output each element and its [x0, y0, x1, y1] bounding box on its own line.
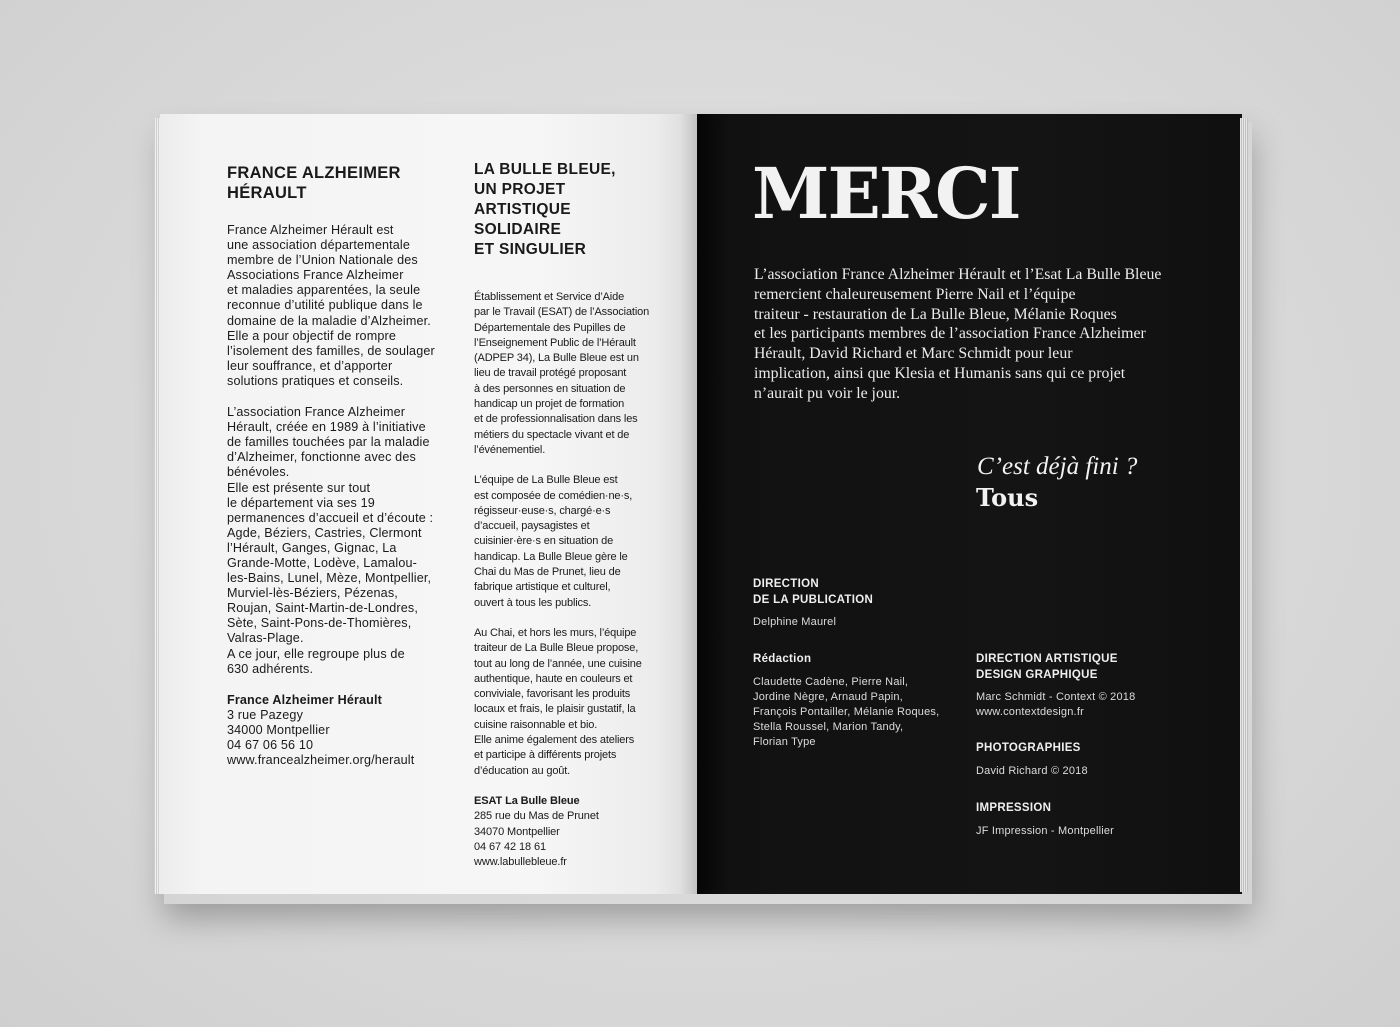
paragraph-team: L’équipe de La Bulle Bleue est est composée de comédien·ne·s, régisseur·euse·s, chargé·e·s d’accueil, paysagistes et cuisinier·ère·s en situation de handicap. La Bulle Bleue gère le Chai du Mas de Prunet, lieu de fabrique artistique et culturel, ouvert à tous les publics.	[474, 474, 633, 609]
closing-question: C’est déjà fini ?	[977, 453, 1138, 480]
credit-direction-heading: DIRECTION DE LA PUBLICATION	[753, 578, 874, 606]
credit-redaction-body: Claudette Cadène, Pierre Nail, Jordine Nègre, Arnaud Papin, François Pontailler, Mélanie Roques, Stella Roussel, Marion Tandy, Florian Type	[753, 675, 940, 748]
credit-print-heading: IMPRESSION	[976, 802, 1052, 814]
address-name: France Alzheimer Hérault	[227, 692, 383, 707]
credit-art-heading: DIRECTION ARTISTIQUE DESIGN GRAPHIQUE	[976, 653, 1118, 681]
credit-redaction-heading: Rédaction	[753, 653, 812, 665]
credit-impression	[976, 801, 1196, 839]
thanks-paragraph: L’association France Alzheimer Hérault et l’Esat La Bulle Bleue remercient chaleureusement Pierre Nail et l’équipe traiteur - restauration de La Bulle Bleue, Mélanie Roques et les participants membres de l’association France Alzheimer Hérault, David Richard et Marc Schmidt pour leur implication, ainsi que Klesia et Humanis sans qui ce projet n’aurait pu voir le jour.	[754, 266, 1162, 402]
paragraph-history-permanences: L’association France Alzheimer Hérault, créée en 1989 à l’initiative de familles touchées par la maladie d’Alzheimer, fonctionne avec des bénévoles. Elle est présente sur tout le département via ses 19 permanences d’accueil et d’écoute : Agde, Béziers, Castries, Clermont l’Hérault, Ganges, Gignac, La Grande-Motte, Lodève, Lamalou- les-Bains, Lunel, Mèze, Montpellier, Murviel-lès-Béziers, Pézenas, Roujan, Saint-Martin-de-Londres, Sète, Saint-Pons-de-Thomières, Valras-Plage. A ce jour, elle regroupe plus de 630 adhérents.	[227, 405, 434, 676]
address-lines: 3 rue Pazegy 34000 Montpellier 04 67 06 56 10 www.francealzheimer.org/herault	[227, 707, 415, 768]
esat-address-lines: 285 rue du Mas de Prunet 34070 Montpellier 04 67 42 18 61 www.labullebleue.fr	[474, 810, 599, 869]
paragraph-about-association: France Alzheimer Hérault est une association départementale membre de l’Union Nationale des Associations France Alzheimer et maladies apparentées, la seule reconnue d’utilité publique dans le domaine de la maladie d’Alzheimer. Elle a pour objectif de rompre l’isolement des familles, de soulager leur souffrance, et d’apporter solutions pratiques et conseils.	[227, 223, 435, 388]
closing-answer: Tous	[976, 483, 1039, 512]
credit-direction	[753, 577, 953, 630]
credit-photographies	[976, 741, 1196, 779]
credit-print-body: JF Impression - Montpellier	[976, 824, 1115, 837]
heading-france-alzheimer: FRANCE ALZHEIMER HÉRAULT	[227, 164, 401, 202]
credit-art-body: Marc Schmidt - Context © 2018 www.contextdesign.fr	[976, 691, 1136, 718]
credit-art-direction	[976, 652, 1196, 720]
paragraph-esat-description: Établissement et Service d’Aide par le Travail (ESAT) de l’Association Départementale des Pupilles de l’Enseignement Public de l’Hérault (ADPEP 34), La Bulle Bleue est un lieu de travail protégé proposant à des personnes en situation de handicap un projet de formation et de professionnalisation dans les métiers du spectacle vivant et de l’événementiel.	[474, 291, 650, 456]
credit-redaction	[753, 652, 963, 750]
credit-photo-body: David Richard © 2018	[976, 764, 1088, 777]
esat-address-name: ESAT La Bulle Bleue	[474, 794, 580, 807]
heading-la-bulle-bleue: LA BULLE BLEUE, UN PROJET ARTISTIQUE SOLIDAIRE ET SINGULIER	[474, 161, 616, 258]
credit-photo-heading: PHOTOGRAPHIES	[976, 742, 1081, 754]
page-title: MERCI	[752, 152, 1020, 235]
paragraph-chai: Au Chai, et hors les murs, l’équipe traiteur de La Bulle Bleue propose, tout au long de l’année, une cuisine authentique, haute en couleurs et conviviale, favorisant les produits locaux et frais, le plaisir gustatif, la cuisine raisonnable et bio. Elle anime également des ateliers et participe à différents projets d’éducation au goût.	[474, 626, 642, 777]
column-la-bulle-bleue	[474, 160, 664, 870]
credit-direction-body: Delphine Maurel	[753, 616, 837, 628]
right-page-edges	[1240, 118, 1248, 892]
column-france-alzheimer	[227, 163, 459, 768]
page-gutter	[680, 114, 700, 894]
